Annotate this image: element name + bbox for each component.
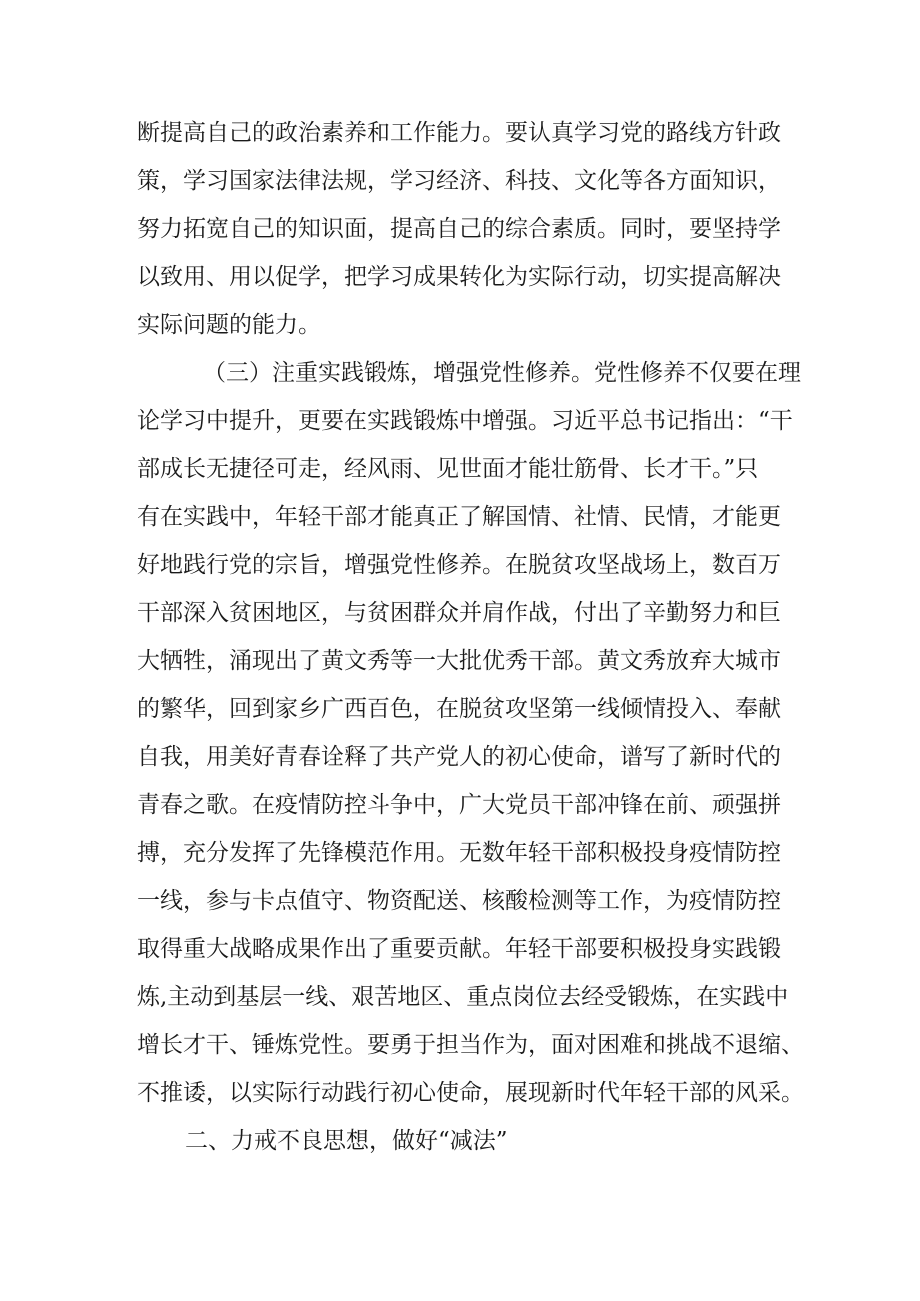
section-heading-line: （三）注重实践锻炼，增强党性修养。党性修养不仅要在理 [203,360,801,386]
text-line: 干部深入贫困地区，与贫困群众并肩作战，付出了辛勤努力和巨 [137,600,781,626]
text-line: 大牺牲，涌现出了黄文秀等一大批优秀干部。黄文秀放弃大城市 [137,648,781,674]
text-line: 增长才干、锤炼党性。要勇于担当作为，面对困难和挑战不退缩、 [137,1032,804,1058]
text-line: 实际问题的能力。 [137,312,321,338]
text-line: 自我，用美好青春诠释了共产党人的初心使命，谱写了新时代的 [137,744,781,770]
text-line: 部成长无捷径可走，经风雨、见世面才能壮筋骨、长才干。”只 [137,456,759,482]
text-line: 断提高自己的政治素养和工作能力。要认真学习党的路线方针政 [137,120,781,146]
text-line: 好地践行党的宗旨，增强党性修养。在脱贫攻坚战场上，数百万 [137,552,781,578]
text-line: 有在实践中，年轻干部才能真正了解国情、社情、民情，才能更 [137,504,781,530]
text-line: 搏，充分发挥了先锋模范作用。无数年轻干部积极投身疫情防控 [137,840,781,866]
text-line: 取得重大战略成果作出了重要贡献。年轻干部要积极投身实践锻 [137,936,781,962]
text-line: 的繁华，回到家乡广西百色，在脱贫攻坚第一线倾情投入、奉献 [137,696,781,722]
text-line: 炼,主动到基层一线、艰苦地区、重点岗位去经受锻炼，在实践中 [137,984,789,1010]
text-line: 论学习中提升，更要在实践锻炼中增强。习近平总书记指出：“干 [137,408,793,434]
text-line: 青春之歌。在疫情防控斗争中，广大党员干部冲锋在前、顽强拼 [137,792,781,818]
section-heading: 二、力戒不良思想，做好“减法” [185,1128,508,1154]
text-line: 一线，参与卡点值守、物资配送、核酸检测等工作，为疫情防控 [137,888,781,914]
text-line: 努力拓宽自己的知识面，提高自己的综合素质。同时，要坚持学 [137,216,781,242]
text-line: 不推诿，以实际行动践行初心使命，展现新时代年轻干部的风采。 [137,1080,804,1106]
text-line: 以致用、用以促学，把学习成果转化为实际行动，切实提高解决 [137,264,781,290]
text-line: 策，学习国家法律法规，学习经济、科技、文化等各方面知识， [137,168,781,194]
